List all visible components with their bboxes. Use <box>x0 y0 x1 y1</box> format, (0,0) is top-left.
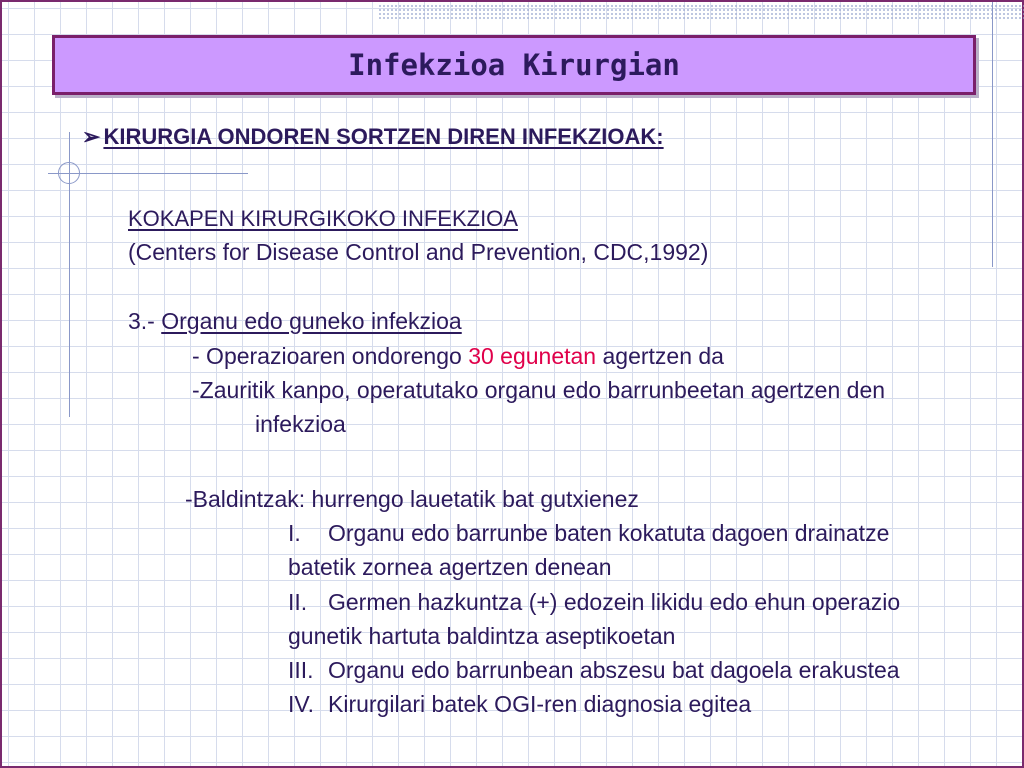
condition-item <box>288 691 751 718</box>
condition-item <box>288 520 889 547</box>
item3-title: Organu edo guneko infekzioa <box>161 308 462 334</box>
condition-num: I. <box>288 520 301 546</box>
decorative-line <box>992 2 993 267</box>
condition-num: III. <box>288 657 314 683</box>
title-box <box>52 35 976 95</box>
condition-text: Organu edo barrunbean abszesu bat dagoela erakustea <box>328 657 900 683</box>
section-title: KOKAPEN KIRURGIKOKO INFEKZIOA <box>128 206 518 231</box>
condition-item <box>288 657 900 684</box>
condition-text: Kirurgilari batek OGI-ren diagnosia egitea <box>328 691 752 717</box>
line1-suffix: agertzen da <box>596 343 724 369</box>
condition-item <box>288 589 900 616</box>
highlight-days: 30 egunetan <box>468 343 597 369</box>
condition-num: IV. <box>288 691 315 717</box>
item3-line1 <box>192 343 724 370</box>
heading-text: KIRURGIA ONDOREN SORTZEN DIREN INFEKZIOAK: <box>103 124 664 149</box>
section-source: (Centers for Disease Control and Prevention, CDC,1992) <box>128 239 709 265</box>
item3-line2-cont: infekzioa <box>255 411 346 437</box>
line1-prefix: - Operazioaren ondorengo <box>192 343 469 369</box>
slide-title: Infekzioa Kirurgian <box>348 48 680 82</box>
item3-number: 3.- <box>128 308 162 334</box>
condition-cont: batetik zornea agertzen denean <box>288 554 612 580</box>
dotted-pattern <box>378 4 1024 20</box>
condition-num: II. <box>288 589 308 615</box>
conditions-intro: -Baldintzak: hurrengo lauetatik bat gutxienez <box>185 486 639 512</box>
arrow-bullet-icon: ➢ <box>82 124 101 149</box>
section-heading <box>82 124 664 150</box>
circle-icon <box>58 162 80 184</box>
condition-text: Organu edo barrunbe baten kokatuta dagoen drainatze <box>328 520 890 546</box>
item3-header <box>128 308 462 335</box>
condition-text: Germen hazkuntza (+) edozein likidu edo ehun operazio <box>328 589 901 615</box>
item3-line2: -Zauritik kanpo, operatutako organu edo barrunbeetan agertzen den <box>192 377 886 403</box>
condition-cont: gunetik hartuta baldintza aseptikoetan <box>288 623 676 649</box>
